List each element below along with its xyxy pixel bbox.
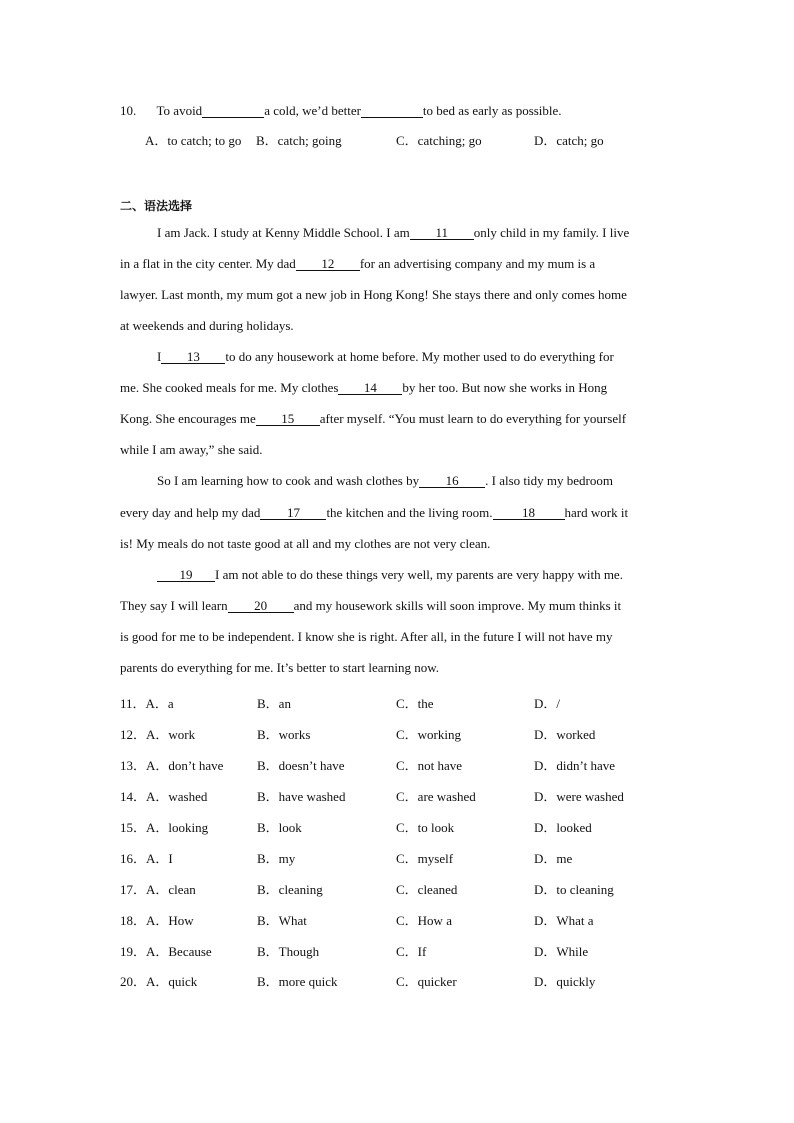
- blank-18: 18: [493, 506, 565, 520]
- passage-line: [120, 411, 680, 427]
- option-a: 14．A．washed: [120, 789, 208, 804]
- option-d: D．quickly: [534, 974, 596, 989]
- passage-text: I: [157, 349, 162, 364]
- question-row: [120, 724, 680, 740]
- blank-14: 14: [338, 381, 402, 395]
- blank-19: 19: [157, 568, 215, 582]
- passage-line: [120, 256, 680, 272]
- question-text: a cold, we’d better: [264, 103, 361, 118]
- question-text: To avoid: [156, 103, 203, 118]
- passage-text: me. She cooked meals for me. My clothes: [120, 380, 339, 395]
- passage-text: only child in my family. I live: [473, 225, 630, 240]
- option-c: C．working: [396, 727, 462, 742]
- option-b: B．catch; going: [256, 133, 342, 148]
- option-b: B．cleaning: [257, 882, 323, 897]
- option-d: D．looked: [534, 820, 592, 835]
- passage-text: I am Jack. I study at Kenny Middle School. I am: [157, 225, 410, 240]
- option-a: 13．A．don’t have: [120, 758, 224, 773]
- passage-text: They say I will learn: [120, 598, 228, 613]
- passage-text: for an advertising company and my mum is a: [359, 256, 596, 271]
- option-c: C．cleaned: [396, 882, 458, 897]
- question-row: [120, 817, 680, 833]
- passage-text: every day and help my dad: [120, 505, 261, 520]
- option-a: 16．A．I: [120, 851, 173, 866]
- option-a: 12．A．work: [120, 727, 196, 742]
- option-a: 19．A．Because: [120, 944, 212, 959]
- option-d: D．worked: [534, 727, 596, 742]
- passage-line: [120, 567, 717, 583]
- question-row: [120, 941, 680, 957]
- passage-line: while I am away,” she said.: [120, 442, 263, 457]
- passage-line: [120, 349, 717, 365]
- option-a: 11．A．a: [120, 696, 174, 711]
- question-row: [120, 786, 680, 802]
- option-d: D．didn’t have: [534, 758, 615, 773]
- option-b: B．look: [257, 820, 302, 835]
- blank-11: 11: [410, 226, 474, 240]
- passage-text: by her too. But now she works in Hong: [402, 380, 608, 395]
- passage-line: is! My meals do not taste good at all and my clothes are not very clean.: [120, 536, 491, 551]
- blank-20: 20: [228, 599, 294, 613]
- section-title: 二、语法选择: [120, 199, 193, 213]
- option-c: C．to look: [396, 820, 455, 835]
- question-row: [120, 755, 680, 771]
- option-c: C．quicker: [396, 974, 457, 989]
- passage-text: So I am learning how to cook and wash clothes by: [157, 473, 420, 488]
- option-b: B．Though: [257, 944, 320, 959]
- option-d: D．What a: [534, 913, 594, 928]
- passage-line: [120, 505, 680, 521]
- question-row: [120, 848, 680, 864]
- option-c: C．How a: [396, 913, 452, 928]
- option-b: B．works: [257, 727, 311, 742]
- option-a: 18．A．How: [120, 913, 194, 928]
- passage-text: the kitchen and the living room.: [326, 505, 493, 520]
- passage-text: to do any housework at home before. My mother used to do everything for: [225, 349, 614, 364]
- option-a: A．to catch; to go: [145, 133, 242, 148]
- question-row: [120, 693, 680, 709]
- blank-13: 13: [161, 350, 225, 364]
- option-c: C．are washed: [396, 789, 476, 804]
- option-d: D．to cleaning: [534, 882, 614, 897]
- blank-12: 12: [296, 257, 360, 271]
- question-row: [120, 971, 680, 987]
- option-c: C．not have: [396, 758, 463, 773]
- passage-line: is good for me to be independent. I know she is right. After all, in the future I will not have my: [120, 629, 613, 644]
- passage-text: hard work it: [564, 505, 629, 520]
- passage-text: Kong. She encourages me: [120, 411, 256, 426]
- passage-line: parents do everything for me. It’s better to start learning now.: [120, 660, 440, 675]
- passage-line: [120, 473, 717, 489]
- option-b: B．more quick: [257, 974, 338, 989]
- option-d: D．were washed: [534, 789, 624, 804]
- question-number: 10.: [120, 103, 137, 118]
- option-b: B．What: [257, 913, 307, 928]
- option-b: B．doesn’t have: [257, 758, 345, 773]
- passage-line: [120, 225, 717, 241]
- passage-text: after myself. “You must learn to do everything for yourself: [319, 411, 627, 426]
- option-c: C．catching; go: [396, 133, 482, 148]
- blank-17: 17: [260, 506, 326, 520]
- blank-16: 16: [419, 474, 485, 488]
- option-b: B．an: [257, 696, 291, 711]
- option-d: D．catch; go: [534, 133, 604, 148]
- passage-line: at weekends and during holidays.: [120, 318, 294, 333]
- question-row: [120, 910, 680, 926]
- passage-text: and my housework skills will soon improve. My mum thinks it: [293, 598, 622, 613]
- option-b: B．have washed: [257, 789, 346, 804]
- option-a: 15．A．looking: [120, 820, 209, 835]
- option-d: D．While: [534, 944, 589, 959]
- question-text: to bed as early as possible.: [422, 103, 562, 118]
- passage-line: [120, 380, 680, 396]
- passage-text: in a flat in the city center. My dad: [120, 256, 296, 271]
- passage-text: I am not able to do these things very well, my parents are very happy with me.: [215, 567, 623, 582]
- option-c: C．the: [396, 696, 434, 711]
- answer-blank: [202, 104, 264, 118]
- question-10: [120, 103, 680, 119]
- option-a: 17．A．clean: [120, 882, 196, 897]
- blank-15: 15: [256, 412, 320, 426]
- option-d: D．/: [534, 696, 561, 711]
- option-c: C．myself: [396, 851, 454, 866]
- answer-blank: [361, 104, 423, 118]
- passage-line: lawyer. Last month, my mum got a new job in Hong Kong! She stays there and only comes home: [120, 287, 627, 302]
- option-d: D．me: [534, 851, 573, 866]
- question-row: [120, 879, 680, 895]
- option-a: 20．A．quick: [120, 974, 198, 989]
- option-c: C．If: [396, 944, 427, 959]
- passage-text: . I also tidy my bedroom: [485, 473, 613, 488]
- passage-line: [120, 598, 680, 614]
- option-b: B．my: [257, 851, 296, 866]
